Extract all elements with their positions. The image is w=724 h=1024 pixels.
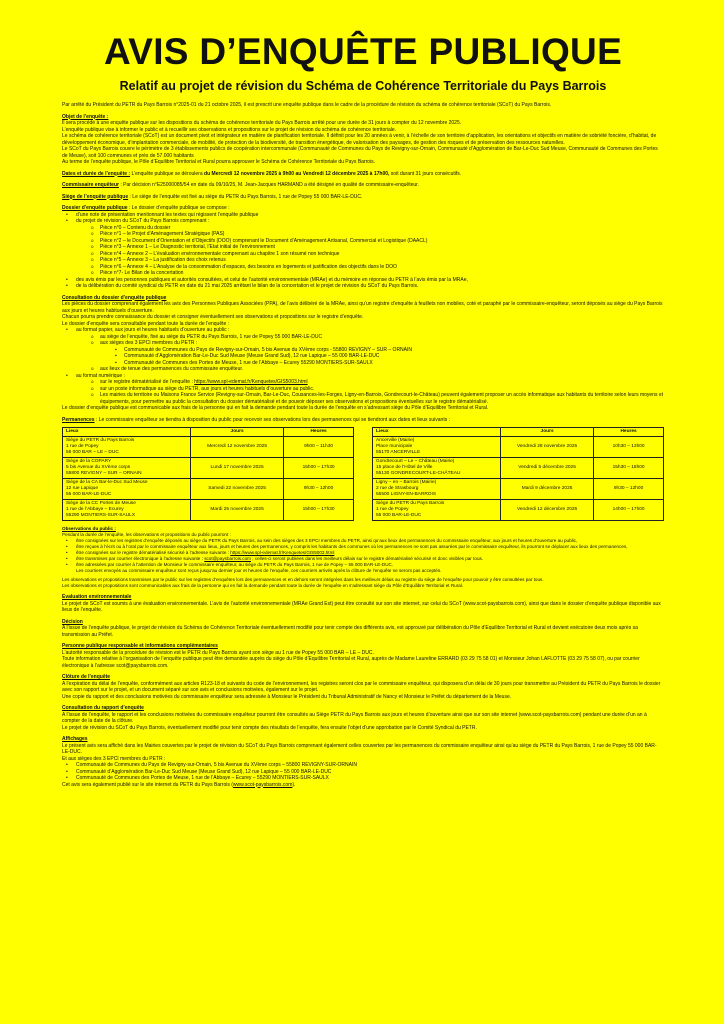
column-header: Jours (191, 428, 284, 437)
paragraph: Les observations et propositions sont communicables aux frais de la personne qui en fait la demande pendant toute la durée de l’enquête en s’adressant siège du Pôle d’Equilibre Territorial et Rural. (62, 583, 464, 588)
table-cell-jour: Mardi 9 décembre 2025 (501, 479, 594, 500)
lieu-line: 55 000 BAR-LE-DUC (376, 513, 422, 518)
paragraph: Les pièces du dossier comprenant également les avis des Personnes Publiques Associées (PPA), de l’avis délibéré de la MRAe, ainsi qu’un registre d’enquête à feuillets non mobiles, coté et paraphé par le commissaire-enquêteur, seront déposés au siège du Pays Barrois aux jours et heures habituels d’ouverture. (62, 301, 663, 314)
table-cell-lieu (63, 500, 191, 521)
lieu-line: 55800 REVIGNY – SUR – ORNAIN (66, 471, 142, 476)
paragraph: Le présent avis sera affiché dans les Mairies couvertes par le projet de révision du SCoT du Pays Barrois comprenant également celles couvertes par les permanences du commissaire enquêteur ainsi qu’au siège du PETR du Pays Barrois, 1 rue de Popey 55 000 BAR-LE-DUC. (62, 742, 657, 755)
list-item: o au siège de l’enquête, fixé au siège du PETR du Pays Barrois, 1 rue de Popey 55 000 BAR-LE-DUC (100, 334, 664, 341)
paragraph: Le dossier d’enquête sera consultable pendant toute la durée de l’enquête : (62, 320, 230, 327)
list-item-text: du projet de révision du SCoT du Pays Barrois comprenant : (76, 218, 210, 224)
list-item: • des avis émis par les personnes publiques et autorités consultées, et celui de l’autorité environnementale (MRAe) et du mémoire en réponse du PETR à l’avis émis par la MRAe, (76, 277, 664, 284)
list-item: o Les mairies du territoire ou Maisons France Service (Revigny-sur-Ornain, Bar-Le-Duc, Cousances-les-Forges, Ligny-en-Barrois, Gondrecourt-le-Château) peuvent également proposer un accès informatique aux habitants du territoire selon leurs moyens et équipements, pour permettre au public la consultation du dossier dématérialisé et de pouvoir déposer ses observations et propositions éventuelles sur le registre dématérialisé. (100, 392, 664, 405)
table-cell-heure: 9h00 – 11h30 (284, 437, 354, 458)
paragraph: A l’issue de l’enquête publique, le projet de révision du Schéma de Cohérence Territoriale éventuellement modifié pour tenir compte des différents avis, est approuvé par délibération du Pôle d’Equilibre Territorial et Rural et devient exécutoire deux mois après sa transmission au Préfet. (62, 625, 638, 638)
paragraph: : Le siège de l’enquête est fixé au siège du PETR du Pays Barrois, 1 rue de Popey 55 000 BAR-LE-DUC. (128, 193, 363, 200)
consultation-list (62, 327, 664, 405)
table-row (63, 437, 354, 458)
permanences-table-right (372, 427, 664, 521)
intro-text: Par arrêté du Président du PETR du Pays Barrois n°2025-01 du 21 octobre 2025, il est prescrit une enquête publique dans le cadre de la procédure de révision du schéma de cohérence territoriale (SCoT) du Pays Barrois. (62, 102, 552, 108)
table-cell-jour: Vendredi 28 novembre 2025 (501, 437, 594, 458)
lieu-line: Siège de la COPARY (66, 459, 112, 464)
section-personne-responsable (62, 643, 664, 669)
column-header: Jours (501, 428, 594, 437)
list-item: • de la délibération du comité syndical du PETR en date du 21 mai 2025 arrêtant le bilan de la concertation et le projet de révision du SCoT du Pays Barrois. (76, 283, 664, 290)
table-cell-jour: Lundi 17 novembre 2025 (191, 458, 284, 479)
table-header-row (63, 428, 354, 437)
column-header: Lieux (373, 428, 501, 437)
email-link[interactable]: scot@paysbarrois.com (204, 556, 251, 561)
lieu-line: Siège du PETR du Pays Barrois (376, 501, 445, 506)
list-item: ▪ Communauté de Communes du Pays de Revigny-sur-Ornain, 5 bis Avenue du XVème corps - 55800 REVIGNY – SUR – ORNAIN (124, 347, 664, 354)
section-title: Consultation du dossier d’enquête publique (62, 294, 167, 301)
list-item-text: Les courriers envoyés au commissaire enquêteur sont reçus jusqu’au dernier jour et heures de l’enquête, ces courriers arrivés après la clôture de l’enquête ne seront pas acceptés. (76, 568, 442, 573)
list-item: • Communauté de Communes du Pays de Revigny-sur-Ornain, 5 bis Avenue du XVème corps – 55800 REVIGNY-SUR-ORNAIN (76, 762, 664, 769)
affichages-list (62, 762, 664, 782)
lieu-line: Ancerville (Mairie) (376, 438, 415, 443)
section-siege (62, 194, 664, 201)
section-observations (62, 526, 664, 589)
table-cell-jour: Vendredi 5 décembre 2025 (501, 458, 594, 479)
table-cell-jour: Samedi 22 novembre 2025 (191, 479, 284, 500)
table-cell-heure: 14h00 – 17h00 (594, 500, 664, 521)
section-consultation (62, 295, 664, 412)
table-cell-lieu (373, 458, 501, 479)
column-header: Heures (594, 428, 664, 437)
permanences-tables (62, 427, 664, 521)
list-item: o Pièce n°7- Le Bilan de la concertation (100, 270, 664, 277)
table-cell-lieu (373, 437, 501, 458)
table-cell-lieu (63, 479, 191, 500)
section-affichages (62, 736, 664, 788)
lieu-line: 55500 LIGNY-EN-BARROIS (376, 492, 437, 497)
section-title: Décision (62, 618, 83, 625)
list-item: o Pièce n°2 – le Document d’Orientation et d’Objectifs (DOO) comprenant le Document d’Aménagement Artisanal, Commercial et Logistique (DAACL) (100, 238, 664, 245)
lieu-line: 1 rue de Popey (376, 507, 409, 512)
lieu-line: 2 rue de Strasbourg (376, 486, 419, 491)
list-item (76, 373, 664, 406)
permanences-table-left (62, 427, 354, 521)
lieu-line: 55130 GONDRECOURT-LE-CHÂTEAU (376, 471, 461, 476)
list-item-text: être adressées par courrier à l’attention de Monsieur le commissaire enquêteur, au siège du PETR du Pays Barrois, 1 rue de Popey – 55 000 BAR-LE-DUC. (76, 562, 394, 567)
list-item-text: aux sièges des 3 EPCI membres du PETR : (100, 340, 198, 346)
registre-link[interactable]: https://www.spl-edemat.fr/Kenquetes/GIS5003.html (230, 550, 335, 555)
section-title: Consultation du rapport d’enquête (62, 705, 144, 711)
paragraph: A l’issue de l’enquête, le rapport et les conclusions motivées du commissaire enquêteur pourront être consultés au Siège PETR du Pays Barrois aux jours et heures d’ouverture ainsi que sur son site internet (www.scot-paysbarrois.com) pendant une durée d’un an à compter de la date de la clôture. (62, 711, 647, 724)
table-header-row (373, 428, 664, 437)
table-row (63, 479, 354, 500)
paragraph: Le projet de SCoT est soumis à une évaluation environnementale. L’avis de l’autorité environnementale (MRAe Grand Est) peut être consulté sur son site internet, sur celui du SCoT (www.scot-paysbarrois.com), ainsi que dans le dossier d’enquête publique disponible aux lieux de l’enquête. (62, 600, 661, 613)
page-subtitle: Relatif au projet de révision du Schéma de Cohérence Territoriale du Pays Barrois (119, 79, 607, 93)
list-item: o Pièce n°3 – Annexe 1 – Le Diagnostic territorial, l’Etat initial de l’environnement (100, 244, 664, 251)
table-cell-heure: 9h30 – 12h00 (284, 479, 354, 500)
list-item (100, 340, 664, 366)
lieu-line: 55290 MONTIERS-SUR-SAULX (66, 513, 136, 518)
section-title: Dates et durée de l’enquête : (62, 170, 131, 177)
list-item: • d’une note de présentation mentionnant les textes qui régissent l’enquête publique (76, 212, 664, 219)
paragraph: : Le dossier d’enquête publique se compose : (127, 205, 230, 211)
section-title: Dossier d’enquête publique (62, 205, 128, 211)
section-title: Evaluation environnementale (62, 594, 132, 600)
section-cloture (62, 674, 664, 700)
epci-list (100, 347, 664, 367)
table-row (373, 458, 664, 479)
section-title: Affichages (62, 736, 88, 742)
section-dossier (62, 205, 664, 290)
list-item: • Communauté de Communes des Portes de Meuse, 1 rue de l’Abbaye – Ecurey – 55290 MONTIERS-SUR-SAULX (76, 775, 664, 782)
lieu-line: Place municipale (376, 444, 413, 449)
list-item: • être reçues à l’écrit ou à l’oral par le commissaire enquêteur aux lieux, jours et heures des permanences, y compris les habitants des communes où les permanences ne sont pas assurées par le commissaire enquêteur, ils pourront se déplacer aux lieux des permanences, (76, 544, 664, 550)
list-item: ▪ Communauté d’Agglomération Bar-Le-Duc Sud Meuse (Meuse Grand Sud), 12 rue Lapique – 55 000 BAR-LE-DUC (124, 353, 664, 360)
section-dates (62, 171, 664, 178)
section-rapport (62, 705, 664, 731)
list-item: o Pièce n°6 – Annexe 4 – L’Analyse de la consommation d’espaces, des besoins en logements et justification des objectifs dans le DOO (100, 264, 664, 271)
registre-link[interactable]: https://www.spl-edemat.fr/Kenquetes/GIS5003.html (194, 379, 308, 385)
list-item: o Pièce n°0 – Contenu du dossier (100, 225, 664, 232)
lieu-line: Siège de la CA Bar-le-Duc Sud Meuse (66, 480, 148, 485)
table-row (63, 500, 354, 521)
section-title: Commissaire enquêteur (62, 182, 119, 188)
list-item: ▪ Communauté de Communes des Portes de Meuse, 1 rue de l’Abbaye – Ecurey 55290 MONTIERS-SUR-SAULX (124, 360, 664, 367)
table-cell-jour: Mercredi 12 novembre 2025 (191, 437, 284, 458)
section-title: Clôture de l’enquête (62, 674, 111, 680)
table-cell-lieu (373, 479, 501, 500)
lieu-line: 55 000 BAR – LE – DUC (66, 450, 119, 455)
table-cell-heure: 10h30 – 13h00 (594, 437, 664, 458)
paragraph: soit durant 31 jours consécutifs. (389, 170, 462, 177)
table-cell-jour: Mardi 25 novembre 2025 (191, 500, 284, 521)
section-objet (62, 114, 664, 166)
paragraph: Il sera procédé à une enquête publique sur les dispositions du schéma de cohérence territoriale du Pays Barrois arrêté pour une durée de 31 jours à compter du 12 novembre 2025. (62, 120, 462, 126)
paragraph: Le projet de révision du SCoT du Pays Barrois, éventuellement modifié pour tenir compte des résultats de l’enquête, fera ensuite l’objet d’une approbation par le Comité Syndical du PETR. (62, 724, 477, 731)
paragraph: Le dossier d’enquête publique est communicable aux frais de la personne qui en fait la demande pendant toute la durée de l’enquête en s’adressant siège du Pôle d’Equilibre Territorial et Rural. (62, 405, 489, 411)
paragraph: L’enquête publique se déroulera (130, 170, 205, 177)
table-cell-lieu (373, 500, 501, 521)
paragraph: Une copie du rapport et des conclusions motivées du commissaire enquêteur sera adressée à Monsieur le Président du Tribunal Administratif de Nancy et Monsieur le Préfet du département de la Meuse. (62, 693, 512, 700)
paragraph: Le SCoT du Pays Barrois couvre le périmètre de 3 établissements publics de coopération intercommunale (Communauté de Communes du Pays de Revigny-sur-Ornain, Communauté d’Agglomération de Bar-Le-Duc Sud Meuse, Communauté de Communes des Portes de Meuse), soit 100 communes et près de 57.000 habitants (62, 146, 658, 159)
table-cell-lieu (63, 458, 191, 479)
list-item (76, 327, 664, 373)
paragraph: Les observations et propositions transmises par le public sur les registres d’enquêtes lors des permanences et en dehors seront intégrées dans les meilleurs délais au registre du siège de l’enquête pour pouvoir y être consultées par tous. (62, 577, 544, 582)
list-item: o Pièce n°4 – Annexe 2 – L’évaluation environnementale comprenant au chapitre 1 son résumé non technique (100, 251, 664, 258)
list-item: o Pièce n°1 – le Projet d’Aménagement Stratégique (PAS) (100, 231, 664, 238)
lieu-line: 5 bis Avenue du XVème corps (66, 465, 131, 470)
pieces-list (76, 225, 664, 277)
section-decision (62, 619, 664, 639)
list-item: o aux lieux de tenue des permanences du commissaire enquêteur. (100, 366, 664, 373)
section-evaluation (62, 594, 664, 614)
table-row (373, 479, 664, 500)
section-title: Personne publique responsable et informations complémentaires (62, 643, 218, 649)
paper-list (76, 334, 664, 373)
paragraph: Cet avis sera également publié sur le site internet du PETR du Pays Barrois ( (62, 781, 233, 788)
list-item-text: ; celles-ci seront publiées dans les meilleurs délais sur le registre dématérialisé sécurisé et donc visibles par tous. (250, 556, 484, 561)
table-row (373, 500, 664, 521)
section-title: Siège de l’enquête publique (62, 193, 129, 200)
lieu-line: 15 place de l’Hôtel de Ville (376, 465, 433, 470)
list-item (76, 218, 664, 277)
paragraph: L’autorité responsable de la procédure de révision est le PETR du Pays Barrois ayant son siège au 1 rue de Popey 55 000 BAR – LE – DUC. (62, 649, 374, 656)
site-link[interactable]: www.scot-paysbarrois.com (232, 781, 293, 788)
table-cell-lieu (63, 437, 191, 458)
list-item: • être consignées sur les registres d’enquête déposés au siège du PETR du Pays Barrois, au sein des sièges des 3 EPCI membres du PETR, ainsi qu’aux lieux des permanences du commissaire enquêteur, aux jours et heures d’ouverture au public, (76, 538, 664, 544)
lieu-line: 1 rue de l’Abbaye – Ecurey (66, 507, 124, 512)
section-title: Permanences (62, 416, 95, 423)
table-cell-heure: 15h30 – 18h00 (594, 458, 664, 479)
lieu-line: Siège du PETR du Pays Barrois (66, 438, 135, 443)
digital-list (76, 379, 664, 405)
table-row (373, 437, 664, 458)
table-cell-heure: 15h00 – 17h30 (284, 500, 354, 521)
column-header: Heures (284, 428, 354, 437)
paragraph: L’enquête publique vise à informer le public et à recueillir ses observations et propositions sur le projet de révision du schéma de cohérence territoriale. (62, 126, 397, 133)
dates-highlight: du Mercredi 12 novembre 2025 à 9h00 au Vendredi 12 décembre 2025 à 17h00, (204, 170, 390, 177)
list-item: o sur un poste informatique au siège du PETR, aux jours et heures habituels d’ouverture au public. (100, 386, 664, 393)
list-item-text: au format papier, aux jours et heures habituels d’ouverture au public : (76, 327, 230, 333)
dossier-list (62, 212, 664, 290)
lieu-line: Ligny – en – Barrois (Mairie) (376, 480, 437, 485)
section-title: Objet de l’enquête : (62, 113, 109, 120)
list-item-text: au format numérique : (76, 372, 125, 379)
page-title: AVIS D’ENQUÊTE PUBLIQUE (103, 31, 623, 72)
table-cell-heure: 15h00 – 17h30 (284, 458, 354, 479)
section-title: Observations du public : (62, 526, 116, 531)
paragraph: Pendant la durée de l’enquête, les observations et propositions du public pourront : (62, 532, 231, 537)
column-header: Lieux (63, 428, 191, 437)
lieu-line: 1 rue de Popey (66, 444, 99, 449)
paragraph: Toute information relative à l’organisation de l’enquête publique peut être demandée auprès du siège du Pôle d’Equilibre Territorial et Rural, auprès de Madame Laureline ERRARD (03 29 75 58 01) et Monsieur Johan LAFLOTTE (03 29 75 58 07), ou par courrier électronique à l’adresse scot@paysbarrois.com. (62, 656, 640, 669)
table-cell-heure: 9h30 – 12h00 (594, 479, 664, 500)
section-commissaire (62, 182, 664, 189)
list-item: o Pièce n°5 – Annexe 3 – La justification des choix retenus (100, 257, 664, 264)
paragraph: ). (292, 781, 296, 788)
paragraph: : Par décision n°E25000085/54 en date du 09/10/25, M. Jean-Jacques HARMAND a été désigné en qualité de commissaire-enquêteur. (118, 182, 419, 188)
paragraph: A l’expiration du délai de l’enquête, conformément aux articles R123-18 et suivants du code de l’environnement, les registres seront clos par le commissaire enquêteur, qui disposera d’un délai de 30 jours pour transmettre au Président du PETR du Pays Barrois le dossier avec son rapport sur le projet, et un document séparé sur son avis et conclusions motivées, également sur le projet. (62, 680, 661, 693)
list-item (76, 562, 664, 574)
paragraph: Au terme de l’enquête publique, le Pôle d’Equilibre Territorial et Rural pourra approuver le Schéma de Cohérence Territoriale du Pays Barrois. (62, 159, 376, 165)
lieu-line: Siège de la CC Portes de Meuse (66, 501, 136, 506)
lieu-line: 55 000 BAR-LE-DUC (66, 492, 112, 497)
table-row (63, 458, 354, 479)
table-cell-jour: Vendredi 12 décembre 2025 (501, 500, 594, 521)
section-permanences (62, 417, 664, 522)
lieu-line: 55170 ANCERVILLE (376, 450, 421, 455)
observations-list (62, 538, 664, 574)
lieu-line: 12 rue Lapique (66, 486, 99, 491)
paragraph: : Le commissaire enquêteur se tiendra à disposition du public pour recevoir ses observations lors des permanences qui se tiendront aux dates et lieux suivants : (94, 416, 451, 423)
paragraph: Le schéma de cohérence territoriale (SCoT) est un document pivot et intégrateur en matière de planification territoriale. Il définit pour les 20 années à venir, à l’échelle de son territoire d’application, les orientations et objectifs en matière de sobriété foncière, d’habitat, de développement économique, d’implantation commerciale, de mobilité, de protection de la biodiversité, de transition énergétique, de valorisation des paysages, de gestion des risques et de préservation des ressources naturelles. (62, 133, 657, 146)
lieu-line: Gondrecourt – Le – Château (Mairie) (376, 459, 455, 464)
list-item-text: sur le registre dématérialisé de l’enquête : (100, 379, 195, 385)
paragraph: Et aux sièges des 3 EPCI membres du PETR : (62, 755, 166, 762)
list-item-text: être consignées sur le registre dématérialisé sécurisé à l’adresse suivante : (76, 550, 231, 555)
list-item: • Communauté d’Agglomération Bar-Le-Duc Sud Meuse (Meuse Grand Sud), 12 rue Lapique – 55 000 BAR-LE-DUC (76, 769, 664, 776)
list-item-text: être transmises par courrier électronique à l’adresse suivante : (76, 556, 205, 561)
paragraph: Chacun pourra prendre connaissance du dossier et consigner éventuellement ses observations et propositions sur le registre d’enquête. (62, 314, 364, 320)
